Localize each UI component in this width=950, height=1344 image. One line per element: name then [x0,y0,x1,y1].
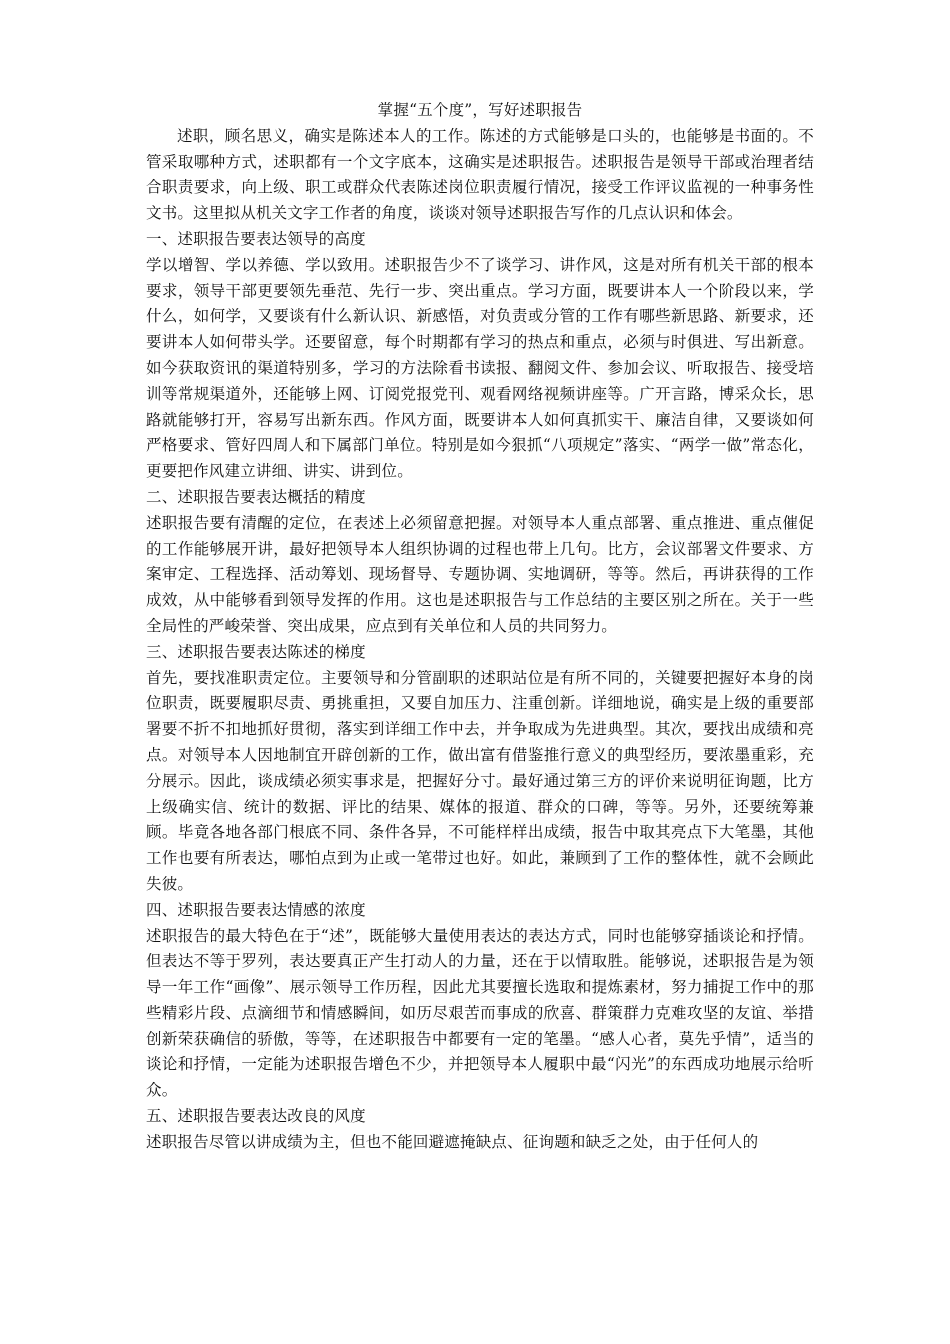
document-page [146,98,814,1156]
section-body-3: 首先，要找准职责定位。主要领导和分管副职的述职站位是有所不同的，关键要把握好本身的岗位职责，既要履职尽责、勇挑重担，又要自加压力、注重创新。详细地说，确实是上级的重要部署要不折不扣地抓好贯彻，落实到详细工作中去，并争取成为先进典型。其次，要找出成绩和亮点。对领导本人因地制宜开辟创新的工作，做出富有借鉴推行意义的典型经历，要浓墨重彩，充分展示。因此，谈成绩必须实事求是，把握好分寸。最好通过第三方的评价来说明征询题，比方上级确实信、统计的数据、评比的结果、媒体的报道、群众的口碑，等等。另外，还要统筹兼顾。毕竟各地各部门根底不同、条件各异，不可能样样出成绩，报告中取其亮点下大笔墨，其他工作也要有所表达，哪怕点到为止或一笔带过也好。如此，兼顾到了工作的整体性，就不会顾此失彼。 [146,668,814,893]
section-body-4: 述职报告的最大特色在于“述”，既能够大量使用表达的表达方式，同时也能够穿插谈论和抒情。但表达不等于罗列，表达要真正产生打动人的力量，还在于以情取胜。能够说，述职报告是为领导一年工作“画像”、展示领导工作历程，因此尤其要擅长选取和提炼素材，努力捕捉工作中的那些精彩片段、点滴细节和情感瞬间，如历尽艰苦而事成的欣喜、群策群力克难攻坚的友谊、举措创新荣获确信的骄傲，等等，在述职报告中都要有一定的笔墨。“感人心者，莫先乎情”，适当的谈论和抒情，一定能为述职报告增色不少，并把领导本人履职中最“闪光”的东西成功地展示给听众。 [146,926,814,1100]
section-body-1: 学以增智、学以养德、学以致用。述职报告少不了谈学习、讲作风，这是对所有机关干部的根本要求，领导干部更要领先垂范、先行一步、突出重点。学习方面，既要讲本人一个阶段以来，学什么，如何学，又要谈有什么新认识、新感悟，对负责或分管的工作有哪些新思路、新要求，还要讲本人如何带头学。还要留意，每个时期都有学习的热点和重点，必须与时俱进、写出新意。如今获取资讯的渠道特别多，学习的方法除看书读报、翻阅文件、参加会议、听取报告、接受培训等常规渠道外，还能够上网、订阅党报党刊、观看网络视频讲座等。广开言路，博采众长，思路就能够打开，容易写出新东西。作风方面，既要讲本人如何真抓实干、廉洁自律，又要谈如何严格要求、管好四周人和下属部门单位。特别是如今狠抓“八项规定”落实、“两学一做”常态化，更要把作风建立讲细、讲实、讲到位。 [146,255,814,481]
section-body-2: 述职报告要有清醒的定位，在表述上必须留意把握。对领导本人重点部署、重点推进、重点催促的工作能够展开讲，最好把领导本人组织协调的过程也带上几句。比方，会议部署文件要求、方案审定、工程选择、活动筹划、现场督导、专题协调、实地调研，等等。然后，再讲获得的工作成效，从中能够看到领导发挥的作用。这也是述职报告与工作总结的主要区别之所在。关于一些全局性的严峻荣誉、突出成果，应点到有关单位和人员的共同努力。 [146,513,814,635]
section-heading-2: 二、述职报告要表达概括的精度 [146,487,366,506]
section-heading-3: 三、述职报告要表达陈述的梯度 [146,642,366,661]
document-title: 掌握“五个度”，写好述职报告 [377,101,583,119]
section-body-5: 述职报告尽管以讲成绩为主，但也不能回避遮掩缺点、征询题和缺乏之处，由于任何人的 [146,1132,759,1151]
section-heading-5: 五、述职报告要表达改良的风度 [146,1107,366,1126]
intro-paragraph: 述职，顾名思义，确实是陈述本人的工作。陈述的方式能够是口头的，也能够是书面的。不管采取哪种方式，述职都有一个文字底本，这确实是述职报告。述职报告是领导干部或治理者结合职责要求，向上级、职工或群众代表陈述岗位职责履行情况，接受工作评议监视的一种事务性文书。这里拟从机关文字工作者的角度，谈谈对领导述职报告写作的几点认识和体会。 [146,126,814,223]
section-heading-1: 一、述职报告要表达领导的高度 [146,229,366,248]
section-heading-4: 四、述职报告要表达情感的浓度 [146,900,366,919]
